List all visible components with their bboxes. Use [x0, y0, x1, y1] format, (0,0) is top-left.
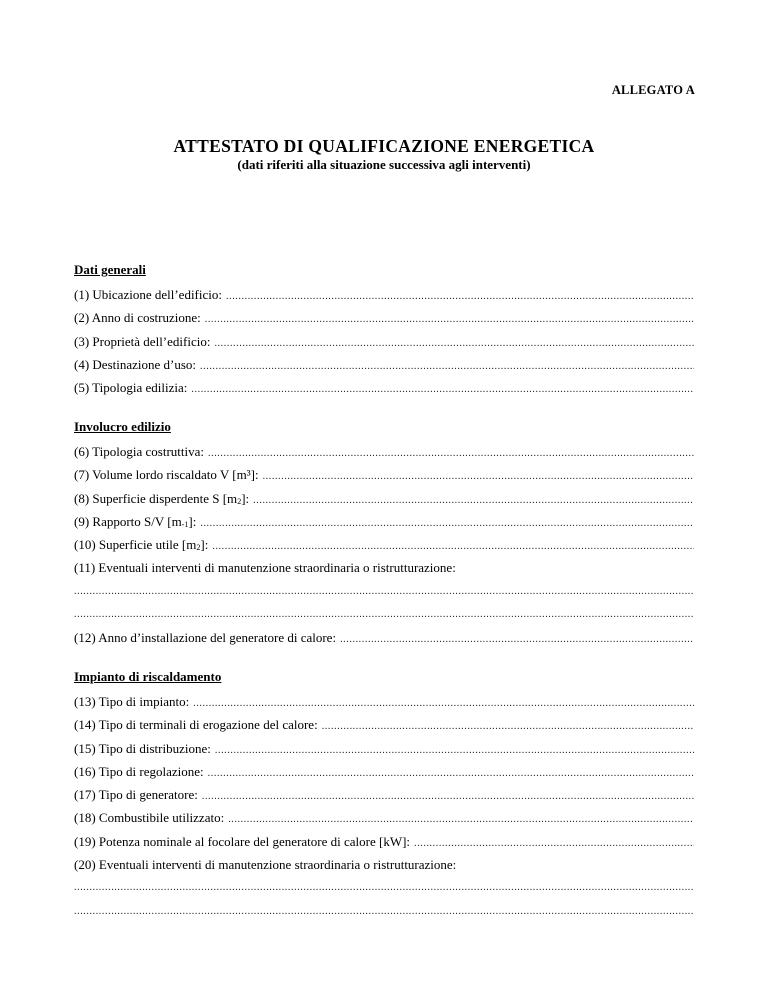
field-label: (12) Anno d’installazione del generatore di calore: — [74, 630, 337, 646]
fill-line — [215, 742, 694, 760]
field-label — [74, 513, 200, 533]
section-dati-generali — [74, 262, 694, 402]
field-label: (13) Tipo di impianto: — [74, 694, 190, 709]
field-label-interventi-impianto: (20) Eventuali interventi di manutenzione straordinaria o ristrutturazione: — [74, 857, 457, 873]
field-label — [74, 536, 212, 556]
document-title: ATTESTATO DI QUALIFICAZIONE ENERGETICA — [173, 136, 595, 156]
field-potenza-nominale[interactable] — [74, 833, 694, 856]
fill-line — [253, 492, 694, 510]
fill-line — [226, 288, 694, 306]
field-superficie-utile[interactable] — [74, 536, 694, 559]
field-tipo-distribuzione[interactable] — [74, 740, 694, 763]
section-involucro-edilizio — [74, 419, 694, 653]
label-text: ]: — [241, 490, 250, 506]
fill-line — [212, 538, 694, 556]
fill-line — [205, 311, 694, 329]
field-label: (19) Potenza nominale al focolare del generatore di calore [kW]: — [74, 833, 411, 849]
label-text: (8) Superficie disperdente S [m — [74, 490, 238, 506]
field-anno-installazione-generatore[interactable] — [74, 629, 694, 652]
unit-exponent: -1 — [181, 519, 189, 529]
fill-line — [200, 358, 694, 376]
field-proprieta[interactable] — [74, 333, 694, 356]
fill-line — [193, 695, 694, 713]
field-ubicazione[interactable] — [74, 286, 694, 309]
field-label: (14) Tipo di terminali di erogazione del calore: — [74, 717, 318, 733]
fill-line-full[interactable] — [74, 879, 694, 902]
fill-line — [214, 335, 694, 353]
fill-line — [202, 788, 694, 806]
attachment-label: ALLEGATO A — [611, 83, 695, 97]
field-tipo-impianto[interactable] — [74, 693, 694, 716]
fill-line — [263, 468, 694, 486]
field-label: (15) Tipo di distribuzione: — [74, 740, 211, 756]
label-text: ]: — [188, 513, 197, 529]
field-label: (17) Tipo di generatore: — [74, 787, 198, 803]
fill-line — [414, 835, 694, 853]
unit-exponent: 2 — [237, 496, 242, 506]
fill-line — [322, 718, 694, 736]
document-subtitle: (dati riferiti alla situazione successiva agli interventi) — [237, 157, 531, 172]
fill-line — [208, 445, 694, 463]
field-combustibile[interactable] — [74, 809, 694, 832]
field-label: (1) Ubicazione dell’edificio: — [74, 287, 222, 302]
field-tipo-generatore[interactable] — [74, 786, 694, 809]
label-text: ]: — [200, 537, 209, 553]
fill-line-full[interactable] — [74, 606, 694, 629]
field-label: (4) Destinazione d’uso: — [74, 356, 197, 372]
fill-line — [191, 381, 694, 399]
field-label: (7) Volume lordo riscaldato V [m³]: — [74, 467, 259, 483]
field-anno-costruzione[interactable] — [74, 309, 694, 332]
section-heading-impianto: Impianto di riscaldamento — [74, 669, 222, 684]
field-destinazione-uso[interactable] — [74, 356, 694, 379]
label-text: (10) Superficie utile [m — [74, 537, 197, 553]
field-label: (3) Proprietà dell’edificio: — [74, 333, 211, 349]
fill-line — [200, 515, 694, 533]
field-label — [74, 490, 253, 510]
fill-line — [228, 811, 694, 829]
field-label: (5) Tipologia edilizia: — [74, 380, 188, 396]
unit-exponent: 2 — [196, 543, 201, 553]
field-rapporto-sv[interactable] — [74, 513, 694, 536]
fill-line-full[interactable] — [74, 903, 694, 926]
field-superficie-disperdente[interactable] — [74, 490, 694, 513]
fill-line — [208, 765, 694, 783]
field-label: (6) Tipologia costruttiva: — [74, 444, 204, 459]
field-tipologia-costruttiva[interactable] — [74, 443, 694, 466]
label-text: (9) Rapporto S/V [m — [74, 513, 182, 529]
fill-line-full[interactable] — [74, 583, 694, 606]
field-label: (16) Tipo di regolazione: — [74, 763, 204, 779]
field-label-interventi: (11) Eventuali interventi di manutenzione straordinaria o ristrutturazione: — [74, 560, 456, 576]
field-label: (18) Combustibile utilizzato: — [74, 810, 225, 826]
section-heading-involucro: Involucro edilizio — [74, 419, 171, 434]
field-tipo-regolazione[interactable] — [74, 763, 694, 786]
field-tipologia-edilizia[interactable] — [74, 379, 694, 402]
section-impianto-riscaldamento — [74, 669, 694, 926]
field-tipo-terminali[interactable] — [74, 716, 694, 739]
field-volume-lordo[interactable] — [74, 466, 694, 489]
fill-line — [340, 631, 694, 649]
field-label: (2) Anno di costruzione: — [74, 310, 201, 326]
section-heading-dati-generali: Dati generali — [74, 262, 146, 277]
